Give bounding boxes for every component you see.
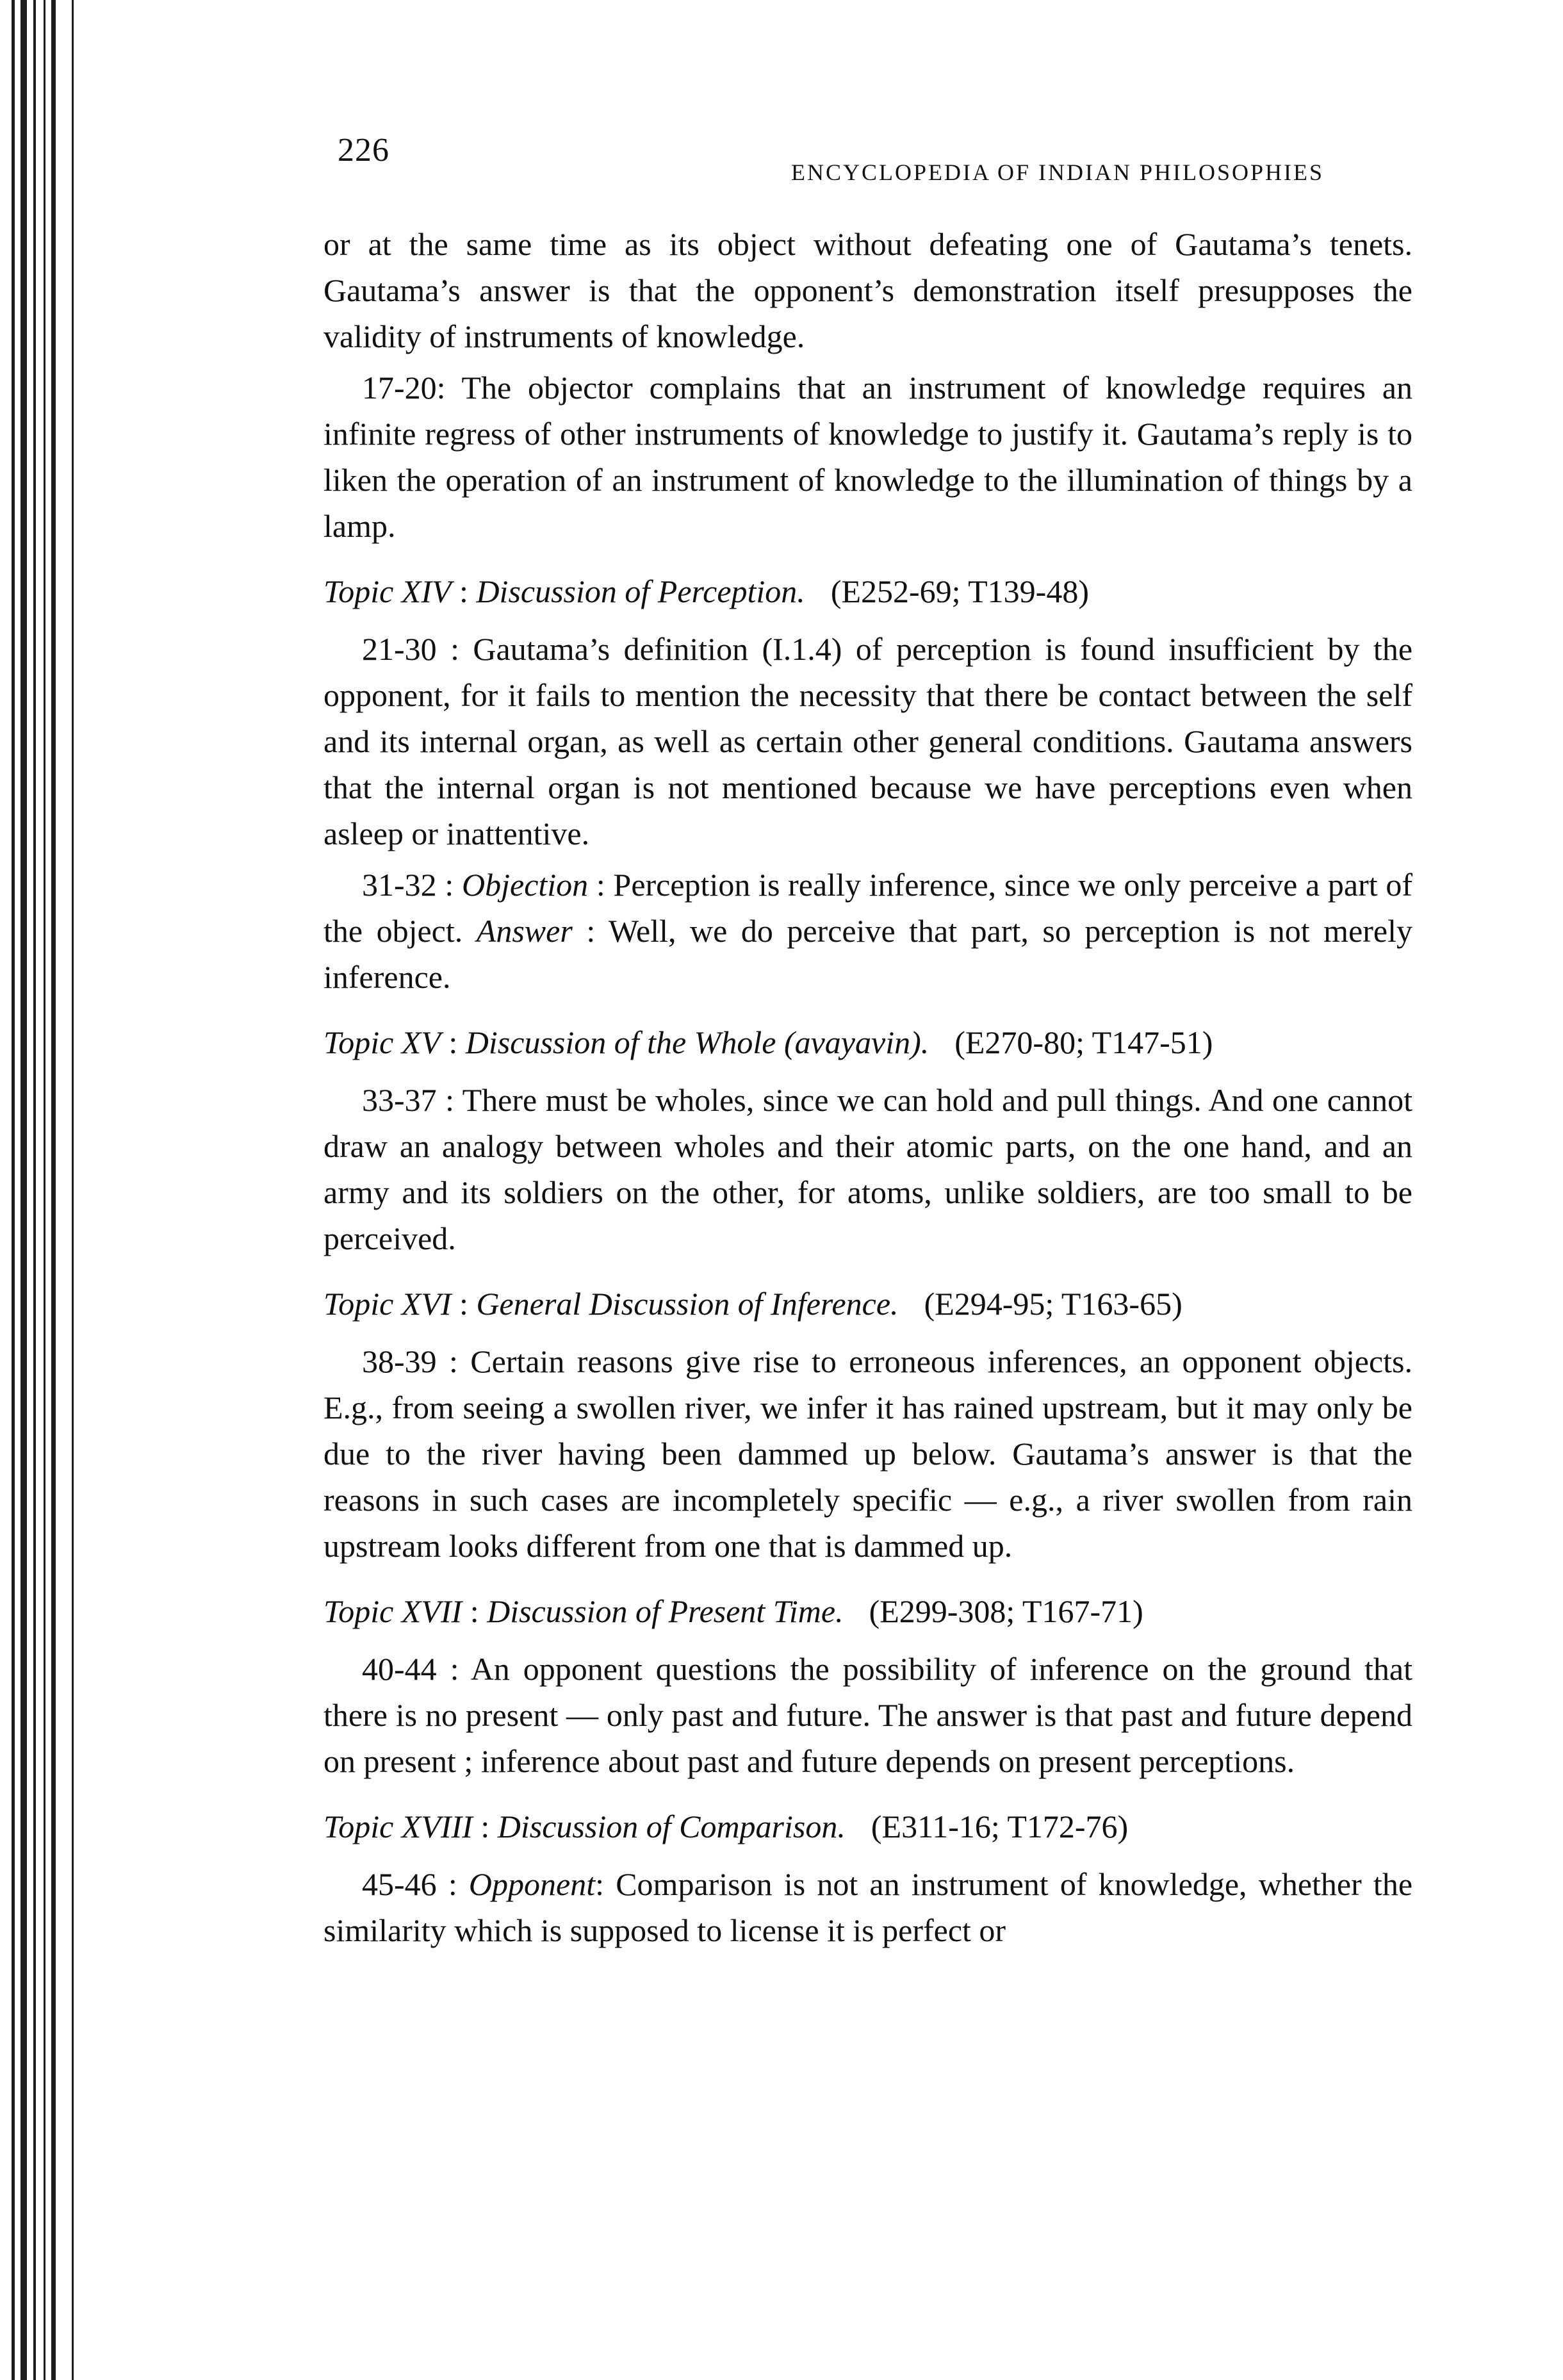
answer-text: Well, we do perceive that part, so perception is not merely inference. bbox=[323, 913, 1412, 995]
opponent-label: Opponent bbox=[468, 1866, 596, 1902]
paragraph-38-39 bbox=[323, 1338, 1412, 1569]
topic-label: Topic XVIII bbox=[323, 1809, 473, 1844]
topic-heading-xv: Topic XV : Discussion of the Whole (avayavin). (E270-80; T147-51) bbox=[323, 1024, 1213, 1060]
topic-heading-xvii: Topic XVII : Discussion of Present Time. (E299-308; T167-71) bbox=[323, 1593, 1143, 1629]
topic-reference: (E270-80; T147-51) bbox=[954, 1024, 1213, 1060]
topic-reference: (E252-69; T139-48) bbox=[830, 573, 1089, 609]
topic-title: General Discussion of Inference. bbox=[476, 1286, 899, 1322]
objection-text: Perception is really inference, since we only perceive a part of the object. bbox=[323, 867, 1413, 949]
topic-heading-xiv: Topic XIV : Discussion of Perception. (E252-69; T139-48) bbox=[323, 573, 1089, 609]
paragraph-40-44 bbox=[323, 1646, 1412, 1784]
paragraph-31-32: 31-32 : Objection : Perception is really inference, since we only perceive a part of the object. Answer : Well, we do perceive that part, so perception is not merely inference. bbox=[323, 867, 1413, 995]
running-head: ENCYCLOPEDIA OF INDIAN PHILOSOPHIES bbox=[791, 160, 1325, 185]
topic-label: Topic XVI bbox=[323, 1286, 452, 1322]
verse-number: 45-46 : bbox=[362, 1866, 457, 1902]
paragraph-21-30 bbox=[323, 626, 1412, 857]
verse-number: 21-30 : bbox=[362, 631, 459, 667]
verse-number: 31-32 : bbox=[362, 867, 454, 903]
paragraph-text: Gautama’s definition (I.1.4) of perception is found insufficient by the opponent, for it fails to mention the necessity that there be contact between the self and its internal organ, as well as certain other general conditions. Gautama answers that the internal organ is not mentioned because we have perceptions even when asleep or inattentive. bbox=[323, 631, 1413, 851]
paragraph-text: There must be wholes, since we can hold and pull things. And one cannot draw an analogy between wholes and their atomic parts, on the one hand, and an army and its soldiers on the other, for atoms, unlike soldiers, are too small to be perceived. bbox=[323, 1082, 1412, 1256]
continuation-paragraph: or at the same time as its object without defeating one of Gautama’s tenets. Gautama’s answer is that the opponent’s demonstration itself presupposes the validity of instruments of knowledge. bbox=[323, 226, 1412, 354]
topic-reference: (E299-308; T167-71) bbox=[869, 1593, 1143, 1629]
topic-heading-xvi: Topic XVI : General Discussion of Inference. (E294-95; T163-65) bbox=[323, 1286, 1182, 1322]
verse-number: 33-37 : bbox=[362, 1082, 455, 1118]
paragraph-text: Certain reasons give rise to erroneous inferences, an opponent objects. E.g., from seeing a swollen river, we infer it has rained upstream, but it may only be due to the river having been dammed up below. Gautama’s answer is that the reasons in such cases are incompletely specific — e.g., a river swollen from rain upstream looks different from one that is dammed up. bbox=[323, 1343, 1413, 1564]
topic-reference: (E311-16; T172-76) bbox=[871, 1809, 1129, 1844]
verse-number: 17-20: bbox=[362, 370, 446, 406]
topic-reference: (E294-95; T163-65) bbox=[924, 1286, 1182, 1322]
objection-label: Objection bbox=[462, 867, 589, 903]
topic-heading-xviii: Topic XVIII : Discussion of Comparison. (E311-16; T172-76) bbox=[323, 1809, 1129, 1844]
topic-title: Discussion of Present Time. bbox=[487, 1593, 844, 1629]
paragraph-text: The objector complains that an instrument of knowledge requires an infinite regress of other instruments of knowledge to justify it. Gautama’s reply is to liken the operation of an instrument of knowledge to the illumination of things by a lamp. bbox=[323, 370, 1412, 544]
topic-label: Topic XV bbox=[323, 1024, 441, 1060]
topic-label: Topic XVII bbox=[323, 1593, 462, 1629]
topic-title: Discussion of Comparison. bbox=[497, 1809, 846, 1844]
answer-label: Answer bbox=[476, 913, 573, 949]
paragraph-33-37 bbox=[323, 1077, 1412, 1261]
paragraph-45-46: 45-46 : Opponent: Comparison is not an instrument of knowledge, whether the similarity which is supposed to license it is perfect or bbox=[323, 1866, 1413, 1948]
page-body bbox=[323, 221, 1412, 1953]
verse-number: 38-39 : bbox=[362, 1343, 458, 1379]
paragraph-text: Comparison is not an instrument of knowledge, whether the similarity which is supposed to license it is perfect or bbox=[323, 1866, 1413, 1948]
topic-title: Discussion of Perception. bbox=[476, 573, 805, 609]
paragraph-text: An opponent questions the possibility of inference on the ground that there is no present — only past and future. The answer is that past and future depend on present ; inference about past and future depends on present perceptions. bbox=[323, 1651, 1412, 1779]
topic-title: Discussion of the Whole (avayavin). bbox=[465, 1024, 929, 1060]
page-number: 226 bbox=[338, 132, 389, 168]
book-binding-edge bbox=[0, 0, 90, 2380]
topic-label: Topic XIV bbox=[323, 573, 452, 609]
paragraph-17-20 bbox=[323, 365, 1412, 549]
verse-number: 40-44 : bbox=[362, 1651, 459, 1687]
